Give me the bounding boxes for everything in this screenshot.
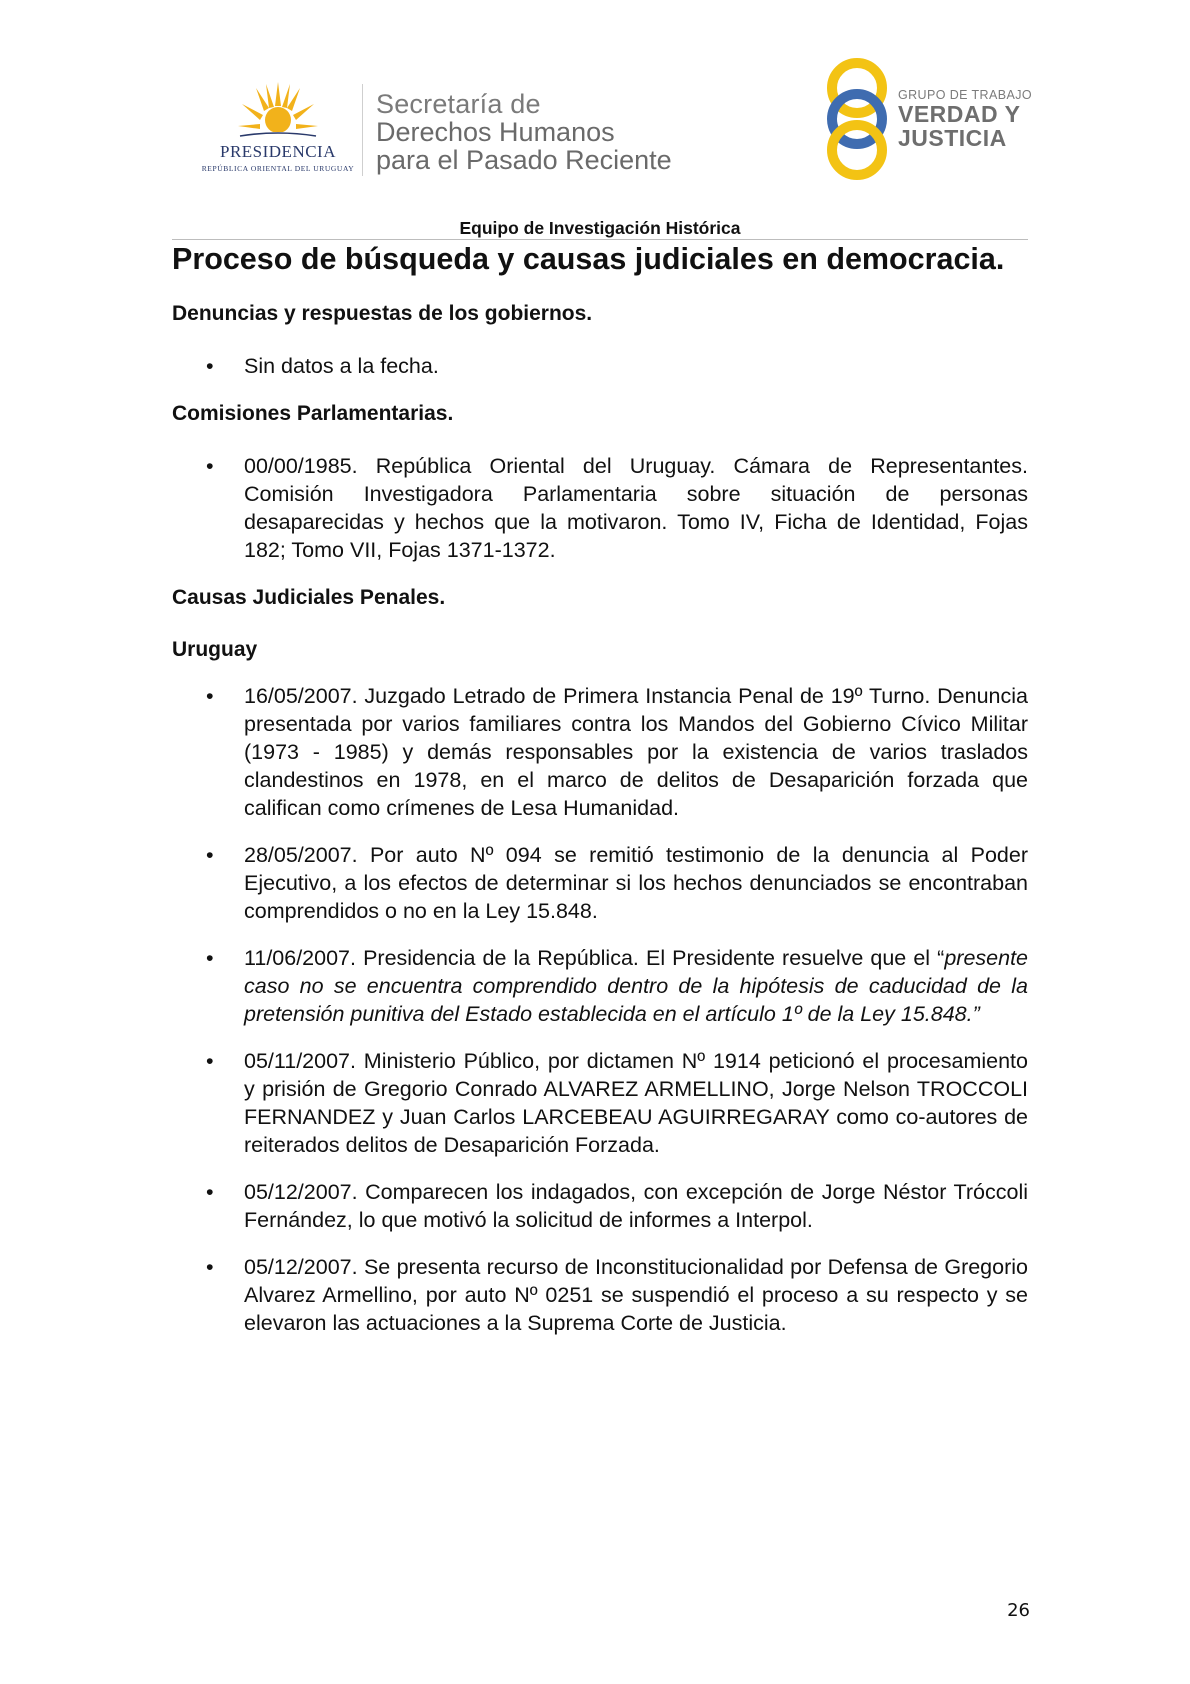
presidencia-name: PRESIDENCIA — [219, 142, 336, 161]
bullet-icon: • — [206, 1255, 214, 1279]
section-denuncias-list — [172, 352, 1028, 380]
list-item-quote: presente caso no se encuentra comprendido dentro de la hipótesis de caducidad de la pretensión punitiva del Estado establecida en el artículo 1º de la Ley 15.848.” — [244, 946, 1028, 1026]
list-item — [172, 1047, 1028, 1159]
section-causas-list — [172, 682, 1028, 1337]
section-causas-heading: Causas Judiciales Penales. — [172, 586, 446, 609]
presidencia-logo — [198, 80, 358, 180]
list-item-lead: 11/06/2007. Presidencia de la República. El Presidente resuelve que el “ — [244, 946, 945, 970]
presidencia-subtitle: REPÚBLICA ORIENTAL DEL URUGUAY — [201, 164, 355, 173]
document-title: Proceso de búsqueda y causas judiciales en democracia. — [172, 242, 1005, 276]
bullet-icon: • — [206, 946, 214, 970]
secretaria-line-1: Secretaría de — [376, 89, 541, 119]
secretaria-logo-text — [376, 90, 672, 174]
section-uruguay-heading: Uruguay — [172, 638, 258, 661]
header-rule — [172, 239, 1028, 240]
logo-divider — [362, 84, 363, 176]
list-item — [172, 352, 1028, 380]
secretaria-line-3: para el Pasado Reciente — [376, 145, 672, 175]
bullet-icon: • — [206, 843, 214, 867]
list-item-text: Sin datos a la fecha. — [244, 354, 439, 378]
document-body — [172, 241, 1028, 1337]
bullet-icon: • — [206, 1049, 214, 1073]
team-heading: Equipo de Investigación Histórica — [459, 218, 741, 238]
sun-emblem-icon — [238, 80, 318, 140]
list-item — [172, 682, 1028, 822]
verdad-justicia-logo — [822, 58, 1032, 180]
page-number: 26 — [1007, 1600, 1030, 1621]
bullet-icon: • — [206, 454, 214, 478]
list-item — [172, 841, 1028, 925]
verdad-justicia-text — [898, 88, 1032, 150]
list-item-text: 00/00/1985. República Oriental del Uruguay. Cámara de Representantes. Comisión Investigadora Parlamentaria sobre situación de personas desaparecidas y hechos que la motivaron. Tomo IV, Ficha de Identidad, Fojas 182; Tomo VII, Fojas 1371-1372. — [244, 454, 1028, 562]
bullet-icon: • — [206, 354, 214, 378]
list-item-text: 28/05/2007. Por auto Nº 094 se remitió testimonio de la denuncia al Poder Ejecutivo, a los efectos de determinar si los hechos denunciados se encontraban comprendidos o no en la Ley 15.848. — [244, 843, 1028, 923]
verdad-label: VERDAD Y — [898, 101, 1021, 127]
section-comisiones-list — [172, 452, 1028, 564]
list-item — [172, 944, 1028, 1028]
section-denuncias-heading: Denuncias y respuestas de los gobiernos. — [172, 302, 593, 325]
bullet-icon: • — [206, 1180, 214, 1204]
interlocking-rings-icon — [822, 58, 892, 180]
section-comisiones-heading: Comisiones Parlamentarias. — [172, 402, 454, 425]
justicia-label: JUSTICIA — [898, 125, 1007, 151]
list-item-text: 05/12/2007. Se presenta recurso de Inconstitucionalidad por Defensa de Gregorio Alvarez Armellino, por auto Nº 0251 se suspendió el proceso a su respecto y se elevaron las actuaciones a la Suprema Corte de Justicia. — [244, 1255, 1028, 1335]
list-item-text: 05/12/2007. Comparecen los indagados, con excepción de Jorge Néstor Tróccoli Fernández, lo que motivó la solicitud de informes a Interpol. — [244, 1180, 1028, 1232]
list-item-text: 16/05/2007. Juzgado Letrado de Primera Instancia Penal de 19º Turno. Denuncia presentada por varios familiares contra los Mandos del Gobierno Cívico Militar (1973 - 1985) y demás responsables por la existencia de varios traslados clandestinos en 1978, en el marco de delitos de Desaparición forzada que califican como crímenes de Lesa Humanidad. — [244, 684, 1028, 820]
list-item-text: 05/11/2007. Ministerio Público, por dictamen Nº 1914 peticionó el procesamiento y prisión de Gregorio Conrado ALVAREZ ARMELLINO, Jorge Nelson TROCCOLI FERNANDEZ y Juan Carlos LARCEBEAU AGUIRREGARAY como co-autores de reiterados delitos de Desaparición Forzada. — [244, 1049, 1028, 1157]
list-item — [172, 1178, 1028, 1234]
secretaria-line-2: Derechos Humanos — [376, 117, 615, 147]
bullet-icon: • — [206, 684, 214, 708]
page-header — [0, 0, 1190, 235]
grupo-trabajo-label: GRUPO DE TRABAJO — [898, 88, 1032, 102]
list-item — [172, 452, 1028, 564]
list-item — [172, 1253, 1028, 1337]
